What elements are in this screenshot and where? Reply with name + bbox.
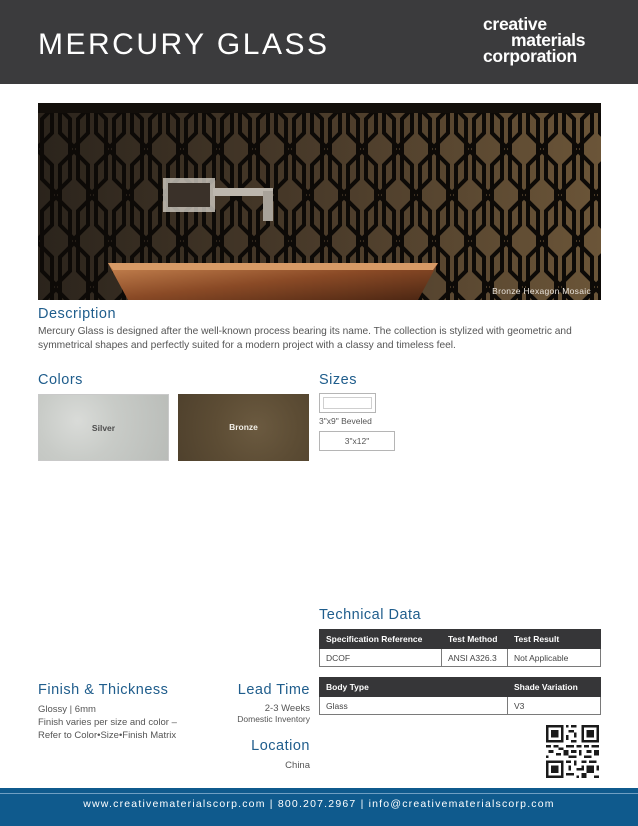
logo-line-3: corporation [483,46,577,66]
table-header: Specification Reference [320,630,442,649]
footer-bar [0,788,638,826]
footer-divider [0,793,638,794]
logo-line-2: materials [511,30,586,50]
lead-time-heading: Lead Time [237,682,310,698]
table-cell: ANSI A326.3 [442,649,508,667]
table-cell: DCOF [320,649,442,667]
footer-contact[interactable]: www.creativematerialscorp.com | 800.207.2967 | info@creativematerialscorp.com [83,798,555,810]
size-tile-beveled [319,393,376,413]
lead-time-value: 2-3 Weeks [264,703,310,714]
hero-image [38,103,601,300]
header-bar [0,0,638,84]
table-header: Test Method [442,630,508,649]
size-label-beveled: 3"x9" Beveled [319,416,372,426]
description-text: Mercury Glass is designed after the well-known process bearing its name. The collection is stylized with geometric and symmetrical shapes and perfectly suited for a modern project with a classy and timeless feel. [38,326,572,351]
table-header: Body Type [320,678,508,697]
finish-heading: Finish & Thickness [38,682,169,698]
lead-time-sub: Domestic Inventory [237,714,310,724]
logo-line-1: creative [483,14,547,34]
finish-line: Refer to Color•Size•Finish Matrix [38,730,177,741]
qr-code-icon[interactable] [546,725,599,778]
size-tile-3x12: 3"x12" [319,431,395,451]
body-type-table [319,677,601,715]
finish-line: Glossy | 6mm [38,704,96,715]
company-logo [483,16,585,64]
color-swatch-label: Bronze [229,422,258,432]
hero-photo-illustration [38,103,601,300]
color-swatch-label: Silver [91,423,116,433]
table-cell: V3 [508,697,601,715]
table-cell: Glass [320,697,508,715]
page-title: MERCURY GLASS [38,28,330,61]
colors-heading: Colors [38,372,83,388]
location-value: China [285,760,310,771]
hero-caption: Bronze Hexagon Mosaic [492,286,591,296]
color-swatch-bronze [178,394,309,461]
technical-heading: Technical Data [319,607,422,623]
location-heading: Location [251,738,310,754]
finish-line: Finish varies per size and color – [38,717,177,728]
table-cell: Not Applicable [508,649,601,667]
spec-table [319,629,601,667]
sizes-heading: Sizes [319,372,357,388]
table-header: Shade Variation [508,678,601,697]
bevel-edge [323,397,372,409]
table-row [320,649,601,667]
table-header: Test Result [508,630,601,649]
color-swatch-silver [38,394,169,461]
table-row [320,697,601,715]
description-heading: Description [38,306,117,322]
